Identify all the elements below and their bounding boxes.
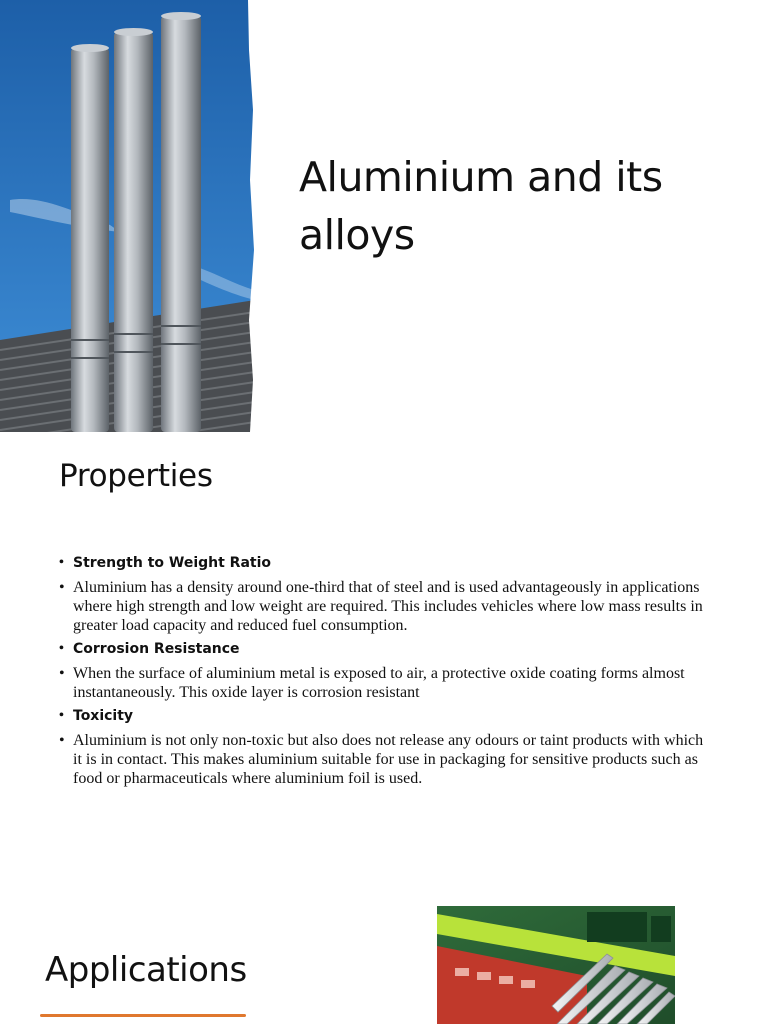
heading-underline bbox=[40, 1014, 246, 1017]
list-item-heading: • Corrosion Resistance bbox=[59, 640, 709, 658]
list-item-heading: • Strength to Weight Ratio bbox=[59, 554, 709, 572]
list-item-heading: • Toxicity bbox=[59, 707, 709, 725]
slide-properties bbox=[0, 432, 768, 864]
slide-applications bbox=[0, 864, 768, 1024]
slide-title bbox=[0, 0, 768, 432]
chimney-stacks-photo-icon bbox=[0, 0, 255, 432]
properties-list bbox=[59, 554, 709, 793]
list-item: • Aluminium has a density around one-third that of steel and is used advantageously in applications where high strength and low weight are required. This includes vehicles where low mass results in greater load capacity and reduced fuel consumption. bbox=[59, 578, 709, 635]
list-item: • When the surface of aluminium metal is exposed to air, a protective oxide coating forms almost instantaneously. This oxide layer is corrosion resistant bbox=[59, 664, 709, 702]
applications-heading: Applications bbox=[45, 950, 247, 990]
page-title: Aluminium and its alloys bbox=[299, 153, 663, 259]
properties-heading: Properties bbox=[59, 458, 213, 494]
list-item: • Aluminium is not only non-toxic but also does not release any odours or taint products with which it is in contact. This makes aluminium suitable for use in packaging for sensitive products such as food or pharmaceuticals where aluminium foil is used. bbox=[59, 731, 709, 788]
heatsink-circuit-board-photo-icon bbox=[437, 906, 675, 1024]
